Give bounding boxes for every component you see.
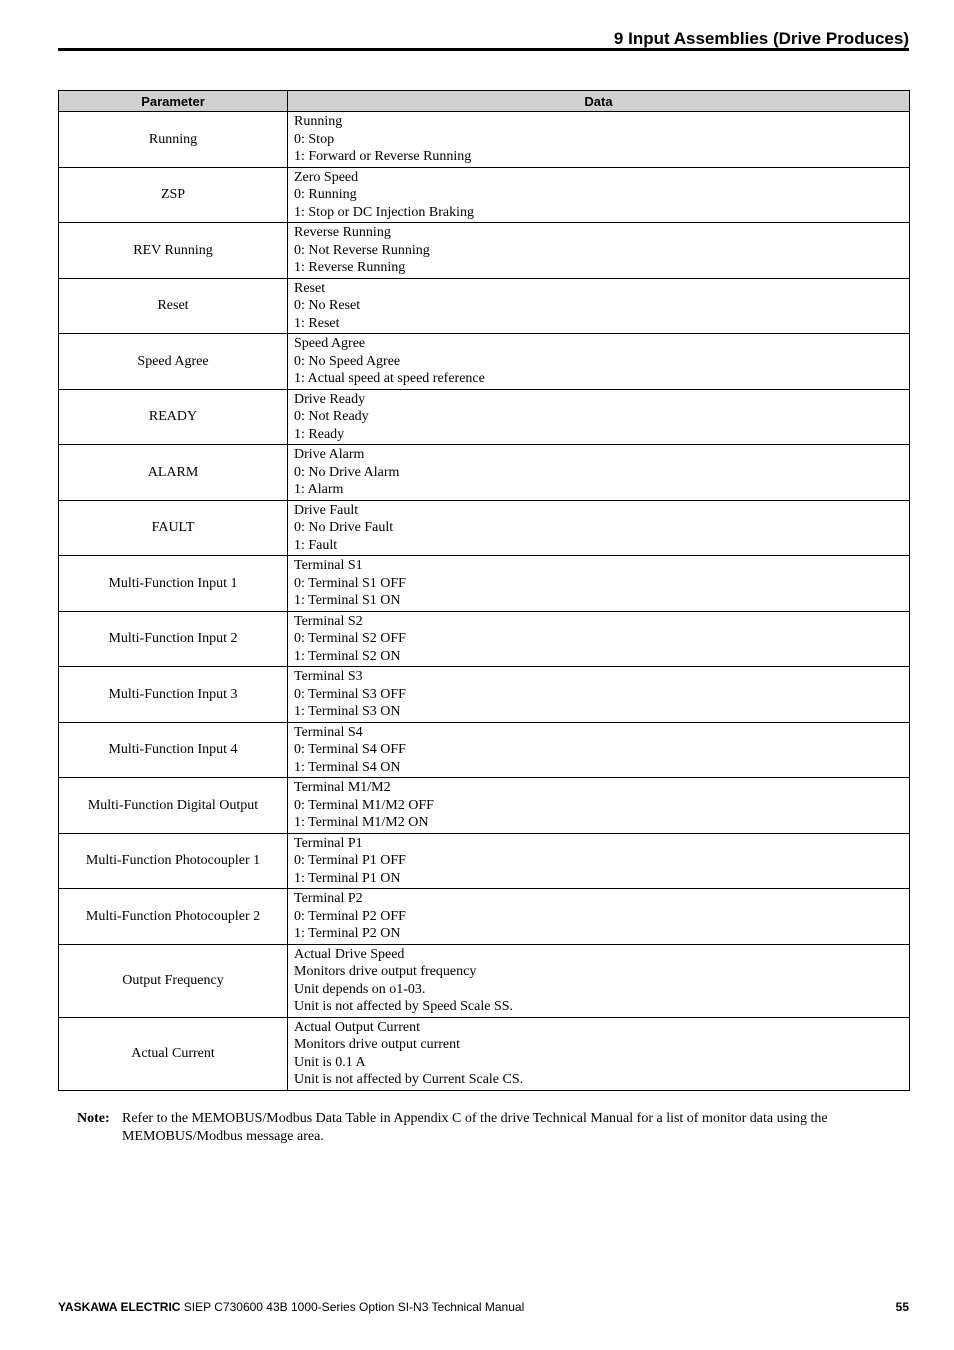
data-line: Unit depends on o1-03.: [294, 981, 426, 997]
parameter-cell: Running: [59, 112, 288, 168]
parameter-cell: Multi-Function Input 3: [59, 667, 288, 723]
table-row: [59, 722, 910, 778]
data-line: 0: Not Ready: [294, 409, 369, 424]
table-row: [59, 500, 910, 556]
data-line: Terminal P1: [294, 835, 363, 851]
data-line: Unit is 0.1 A: [294, 1054, 366, 1070]
data-line: 0: Stop: [294, 131, 335, 147]
data-line: 0: No Speed Agree: [294, 353, 401, 369]
data-line: 0: No Drive Fault: [294, 520, 394, 535]
table-row: [59, 667, 910, 723]
data-line: 0: No Reset: [294, 298, 361, 313]
data-line: Reset: [294, 280, 326, 296]
data-line: 1: Actual speed at speed reference: [294, 371, 485, 386]
table-row: [59, 833, 910, 889]
parameter-cell: ALARM: [59, 445, 288, 501]
data-cell: [288, 778, 910, 834]
parameter-cell: READY: [59, 389, 288, 445]
parameter-cell: Multi-Function Photocoupler 1: [59, 833, 288, 889]
data-cell: [288, 611, 910, 667]
data-line: 1: Ready: [294, 426, 345, 442]
parameter-cell: Multi-Function Input 1: [59, 556, 288, 612]
data-line: 1: Alarm: [294, 482, 344, 497]
data-cell: [288, 223, 910, 279]
data-cell: [288, 667, 910, 723]
parameter-table: [58, 90, 910, 1091]
data-line: Speed Agree: [294, 336, 366, 351]
data-line: 0: Running: [294, 187, 357, 202]
data-line: 1: Terminal P2 ON: [294, 926, 401, 941]
parameter-cell: Multi-Function Input 2: [59, 611, 288, 667]
data-line: Actual Drive Speed: [294, 946, 405, 962]
data-line: 0: Terminal P1 OFF: [294, 853, 406, 868]
data-cell: [288, 500, 910, 556]
data-cell: [288, 556, 910, 612]
parameter-cell: Multi-Function Input 4: [59, 722, 288, 778]
data-line: 1: Stop or DC Injection Braking: [294, 204, 475, 220]
data-line: 1: Reset: [294, 315, 340, 331]
parameter-cell: REV Running: [59, 223, 288, 279]
data-line: 0: Terminal P2 OFF: [294, 908, 406, 924]
data-line: Unit is not affected by Current Scale CS.: [294, 1072, 524, 1087]
parameter-cell: Multi-Function Photocoupler 2: [59, 889, 288, 945]
note-text: Refer to the MEMOBUS/Modbus Data Table in Appendix C of the drive Technical Manual for a list of monitor data using the MEMOBUS/Modbus message area.: [122, 1111, 828, 1144]
data-line: 0: Terminal S2 OFF: [294, 631, 406, 646]
data-line: 0: Terminal M1/M2 OFF: [294, 797, 434, 813]
table-row: [59, 556, 910, 612]
page-header-title: 9 Input Assemblies (Drive Produces): [613, 29, 909, 48]
data-cell: [288, 889, 910, 945]
data-line: 1: Reverse Running: [294, 260, 406, 275]
table-header-row: [59, 91, 910, 112]
table-row: [59, 389, 910, 445]
page-number: 55: [895, 1300, 909, 1314]
data-cell: [288, 445, 910, 501]
table-row: [59, 278, 910, 334]
data-cell: [288, 112, 910, 168]
data-line: 0: No Drive Alarm: [294, 464, 400, 480]
note: [77, 1110, 877, 1146]
footer-document-title: SIEP C730600 43B 1000-Series Option SI-N3 Technical Manual: [180, 1300, 525, 1314]
data-line: 1: Terminal P1 ON: [294, 870, 401, 886]
parameter-cell: Output Frequency: [59, 944, 288, 1017]
data-line: Terminal S4: [294, 724, 363, 740]
data-line: Monitors drive output current: [294, 1037, 461, 1052]
data-line: Terminal S2: [294, 613, 363, 629]
table-row: [59, 611, 910, 667]
data-cell: [288, 944, 910, 1017]
data-line: 1: Terminal S1 ON: [294, 593, 401, 608]
data-line: Terminal S3: [294, 669, 363, 684]
note-label: Note:: [77, 1111, 110, 1126]
table-row: [59, 889, 910, 945]
data-cell: [288, 334, 910, 390]
data-cell: [288, 722, 910, 778]
table-row: [59, 445, 910, 501]
table-row: [59, 112, 910, 168]
data-line: 1: Terminal S4 ON: [294, 759, 401, 775]
parameter-cell: Reset: [59, 278, 288, 334]
table-row: [59, 1017, 910, 1090]
data-cell: [288, 278, 910, 334]
data-line: 1: Terminal S2 ON: [294, 648, 401, 664]
data-line: Running: [294, 114, 343, 129]
data-line: Reverse Running: [294, 225, 391, 240]
data-line: Drive Fault: [294, 502, 359, 518]
data-line: Drive Alarm: [294, 447, 365, 462]
data-line: Unit is not affected by Speed Scale SS.: [294, 999, 514, 1014]
data-line: 0: Terminal S4 OFF: [294, 742, 406, 757]
data-line: 0: Terminal S3 OFF: [294, 686, 406, 702]
data-line: 0: Not Reverse Running: [294, 242, 430, 258]
table-row: [59, 223, 910, 279]
page-footer: [58, 1300, 909, 1314]
data-line: Terminal M1/M2: [294, 780, 391, 795]
data-line: Terminal P2: [294, 891, 363, 906]
data-cell: [288, 167, 910, 223]
table-body: [59, 112, 910, 1091]
data-cell: [288, 1017, 910, 1090]
parameter-cell: ZSP: [59, 167, 288, 223]
column-header-parameter: Parameter: [59, 91, 288, 112]
data-line: Zero Speed: [294, 169, 359, 185]
footer-brand: YASKAWA ELECTRIC: [58, 1300, 181, 1314]
table-row: [59, 944, 910, 1017]
data-line: Monitors drive output frequency: [294, 964, 477, 979]
data-line: Terminal S1: [294, 558, 363, 573]
data-cell: [288, 833, 910, 889]
table-row: [59, 334, 910, 390]
data-line: 1: Terminal S3 ON: [294, 704, 401, 719]
parameter-cell: Speed Agree: [59, 334, 288, 390]
parameter-cell: FAULT: [59, 500, 288, 556]
data-line: 0: Terminal S1 OFF: [294, 575, 406, 591]
data-line: Actual Output Current: [294, 1019, 420, 1035]
data-cell: [288, 389, 910, 445]
data-line: Drive Ready: [294, 391, 366, 407]
data-line: 1: Terminal M1/M2 ON: [294, 815, 429, 830]
table-row: [59, 778, 910, 834]
parameter-cell: Actual Current: [59, 1017, 288, 1090]
table-row: [59, 167, 910, 223]
data-line: 1: Forward or Reverse Running: [294, 149, 472, 164]
header-rule: [58, 48, 909, 51]
data-line: 1: Fault: [294, 537, 338, 553]
column-header-data: Data: [288, 91, 910, 112]
parameter-cell: Multi-Function Digital Output: [59, 778, 288, 834]
